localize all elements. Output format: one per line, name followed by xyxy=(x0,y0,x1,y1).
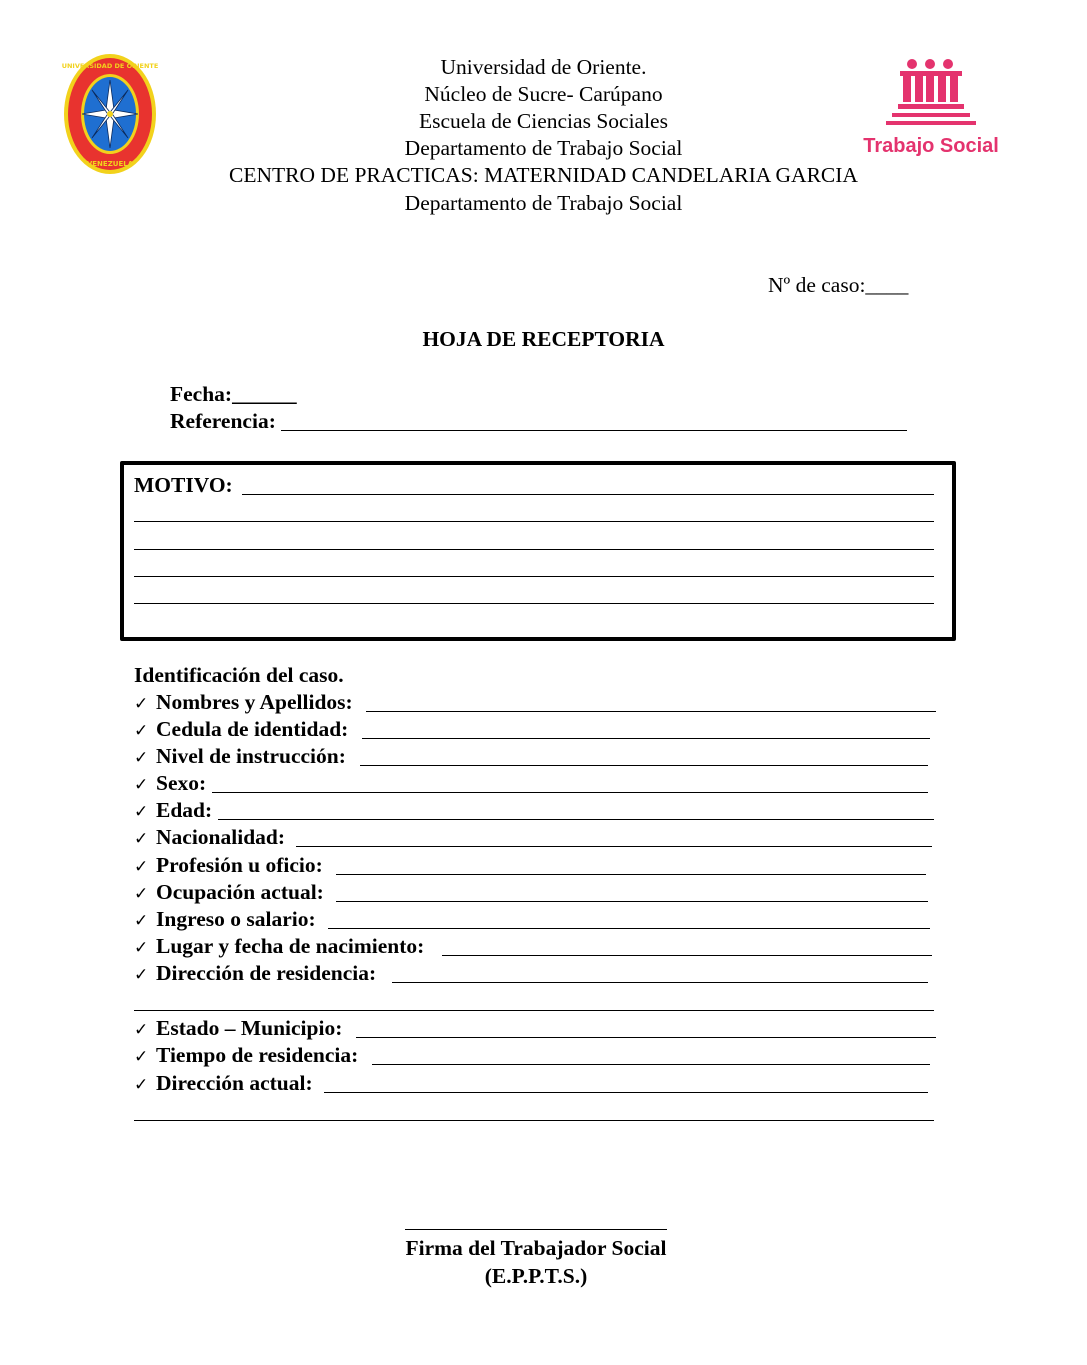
motivo-label: MOTIVO: xyxy=(134,473,233,497)
list-item-ingreso: ✓ Ingreso o salario: xyxy=(134,906,316,935)
checkmark-icon: ✓ xyxy=(134,965,149,985)
referencia-line[interactable] xyxy=(281,430,907,431)
checkmark-icon: ✓ xyxy=(134,1020,149,1040)
identification-heading: Identificación del caso. xyxy=(134,663,344,687)
header-nucleus: Núcleo de Sucre- Carúpano xyxy=(424,82,663,106)
answer-line[interactable] xyxy=(336,874,926,875)
list-item-direccion-actual: ✓ Dirección actual: xyxy=(134,1070,313,1099)
list-item-lugar-fecha-nacimiento: ✓ Lugar y fecha de nacimiento: xyxy=(134,933,424,962)
referencia-label: Referencia: xyxy=(170,409,276,433)
list-item-nivel-instruccion: ✓ Nivel de instrucción: xyxy=(134,743,346,772)
answer-line[interactable] xyxy=(392,982,928,983)
answer-line[interactable] xyxy=(362,738,930,739)
answer-line[interactable] xyxy=(372,1064,930,1065)
checkmark-icon: ✓ xyxy=(134,1047,149,1067)
motivo-line[interactable] xyxy=(134,603,934,604)
motivo-line[interactable] xyxy=(242,494,934,495)
checkmark-icon: ✓ xyxy=(134,694,149,714)
answer-line[interactable] xyxy=(360,765,928,766)
signature-label: Firma del Trabajador Social xyxy=(405,1236,667,1260)
answer-line[interactable] xyxy=(366,711,936,712)
header-university: Universidad de Oriente. xyxy=(440,55,647,79)
motivo-line[interactable] xyxy=(134,549,934,550)
checkmark-icon: ✓ xyxy=(134,775,149,795)
list-item-sexo: ✓ Sexo: xyxy=(134,770,206,799)
list-item-nombres: ✓ Nombres y Apellidos: xyxy=(134,689,353,718)
motivo-line[interactable] xyxy=(134,576,934,577)
page-title: HOJA DE RECEPTORIA xyxy=(422,327,665,351)
list-item-tiempo-residencia: ✓ Tiempo de residencia: xyxy=(134,1042,358,1071)
answer-line[interactable] xyxy=(442,955,932,956)
header-department: Departamento de Trabajo Social xyxy=(404,136,683,160)
answer-line[interactable] xyxy=(324,1092,928,1093)
answer-line[interactable] xyxy=(134,1120,934,1121)
checkmark-icon: ✓ xyxy=(134,857,149,877)
fecha-field[interactable]: Fecha:______ xyxy=(170,382,297,406)
answer-line[interactable] xyxy=(296,846,932,847)
list-item-direccion-residencia: ✓ Dirección de residencia: xyxy=(134,960,376,989)
checkmark-icon: ✓ xyxy=(134,802,149,822)
logo-ring-text-bottom: VENEZUELA xyxy=(86,160,134,168)
list-item-nacionalidad: ✓ Nacionalidad: xyxy=(134,824,285,853)
checkmark-icon: ✓ xyxy=(134,829,149,849)
checkmark-icon: ✓ xyxy=(134,884,149,904)
answer-line[interactable] xyxy=(356,1037,936,1038)
logo-ring-text-top: UNIVERSIDAD DE ORIENTE xyxy=(61,62,159,70)
header-department-2: Departamento de Trabajo Social xyxy=(404,191,683,215)
checkmark-icon: ✓ xyxy=(134,721,149,741)
answer-line[interactable] xyxy=(218,819,934,820)
answer-line[interactable] xyxy=(212,792,928,793)
checkmark-icon: ✓ xyxy=(134,938,149,958)
list-item-ocupacion: ✓ Ocupación actual: xyxy=(134,879,324,908)
case-number-field[interactable]: Nº de caso:____ xyxy=(768,273,909,297)
answer-line[interactable] xyxy=(336,901,928,902)
answer-line[interactable] xyxy=(134,1010,934,1011)
answer-line[interactable] xyxy=(328,928,930,929)
header-practice-center: CENTRO DE PRACTICAS: MATERNIDAD CANDELARIA GARCIA xyxy=(229,163,858,187)
header-school: Escuela de Ciencias Sociales xyxy=(419,109,668,133)
checkmark-icon: ✓ xyxy=(134,748,149,768)
motivo-box xyxy=(120,461,956,641)
motivo-line[interactable] xyxy=(134,521,934,522)
checkmark-icon: ✓ xyxy=(134,911,149,931)
checkmark-icon: ✓ xyxy=(134,1075,149,1095)
list-item-cedula: ✓ Cedula de identidad: xyxy=(134,716,348,745)
list-item-profesion: ✓ Profesión u oficio: xyxy=(134,852,323,881)
list-item-estado-municipio: ✓ Estado – Municipio: xyxy=(134,1015,342,1044)
list-item-edad: ✓ Edad: xyxy=(134,797,212,826)
signature-line[interactable] xyxy=(405,1229,667,1230)
signature-sublabel: (E.P.P.T.S.) xyxy=(484,1264,588,1288)
logo-caption: Trabajo Social xyxy=(863,135,999,157)
